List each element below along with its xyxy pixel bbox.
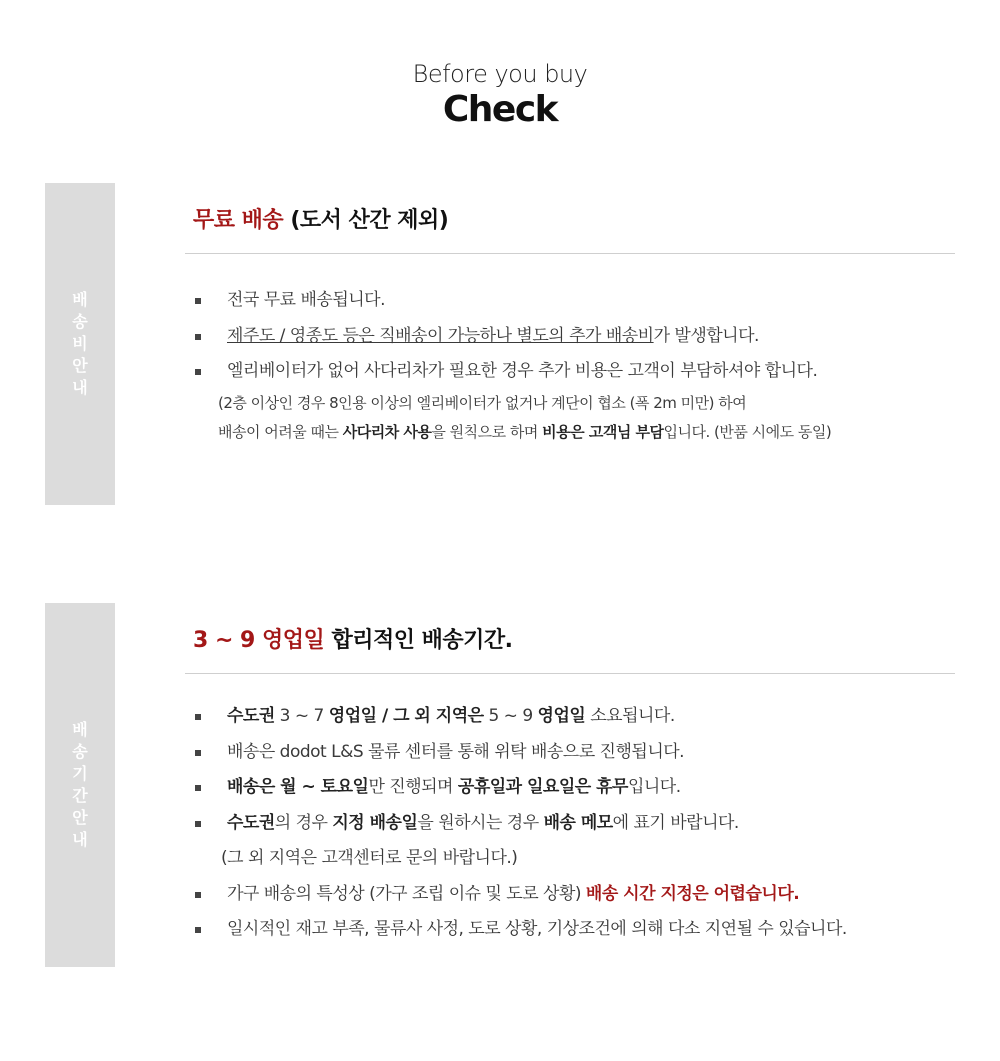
section-title [193, 623, 513, 654]
page-header [0, 58, 1000, 130]
list-note: (그 외 지역은 고객센터로 문의 바랍니다.) [221, 848, 518, 868]
shipping-period-section [0, 603, 1000, 967]
title-rest: 합리적인 배송기간. [331, 628, 513, 653]
section-title [193, 203, 448, 234]
header-title: Check [442, 89, 558, 130]
list-item: 전국 무료 배송됩니다. [193, 283, 963, 319]
sidebar-label: 배송기간 안내 [72, 720, 88, 849]
period-list [193, 699, 963, 948]
list-item: 엘리베이터가 없어 사다리차가 필요한 경우 추가 비용은 고객이 부담하셔야 합니다. [193, 354, 963, 390]
divider [185, 673, 955, 674]
sidebar-label: 배송비 안내 [72, 290, 88, 397]
list-item: 제주도 / 영종도 등은 직배송이 가능하나 별도의 추가 배송비가 발생합니다. [193, 319, 963, 355]
underlined-text: 제주도 / 영종도 등은 직배송이 가능하나 별도의 추가 배송비 [227, 325, 654, 346]
shipping-period-sidebar [45, 603, 115, 967]
fee-note [218, 389, 831, 447]
shipping-fee-sidebar [45, 183, 115, 505]
divider [185, 253, 955, 254]
title-highlight: 3 ~ 9 영업일 [193, 628, 325, 653]
note-line-1: (2층 이상인 경우 8인용 이상의 엘리베이터가 없거나 계단이 협소 (폭 2m 미만) 하여 [218, 394, 747, 412]
list-item: 배송은 dodot L&S 물류 센터를 통해 위탁 배송으로 진행됩니다. [193, 735, 963, 771]
header-subtitle: Before you buy [412, 60, 588, 88]
list-item: 배송은 월 ~ 토요일만 진행되며 공휴일과 일요일은 휴무입니다. [193, 770, 963, 806]
title-rest: (도서 산간 제외) [290, 208, 449, 233]
list-item: 일시적인 재고 부족, 물류사 사정, 도로 상황, 기상조건에 의해 다소 지연될 수 있습니다. [193, 912, 963, 948]
list-item: 수도권의 경우 지정 배송일을 원하시는 경우 배송 메모에 표기 바랍니다. [193, 806, 963, 842]
list-item: 가구 배송의 특성상 (가구 조립 이슈 및 도로 상황) 배송 시간 지정은 어렵습니다. [193, 877, 963, 913]
fee-list [193, 283, 963, 390]
list-item: 수도권 3 ~ 7 영업일 / 그 외 지역은 5 ~ 9 영업일 소요됩니다. [193, 699, 963, 735]
note-line-2: 배송이 어려울 때는 사다리차 사용을 원칙으로 하며 비용은 고객님 부담입니다. (반품 시에도 동일) [218, 423, 832, 441]
shipping-fee-section [0, 183, 1000, 505]
title-highlight: 무료 배송 [193, 208, 284, 233]
